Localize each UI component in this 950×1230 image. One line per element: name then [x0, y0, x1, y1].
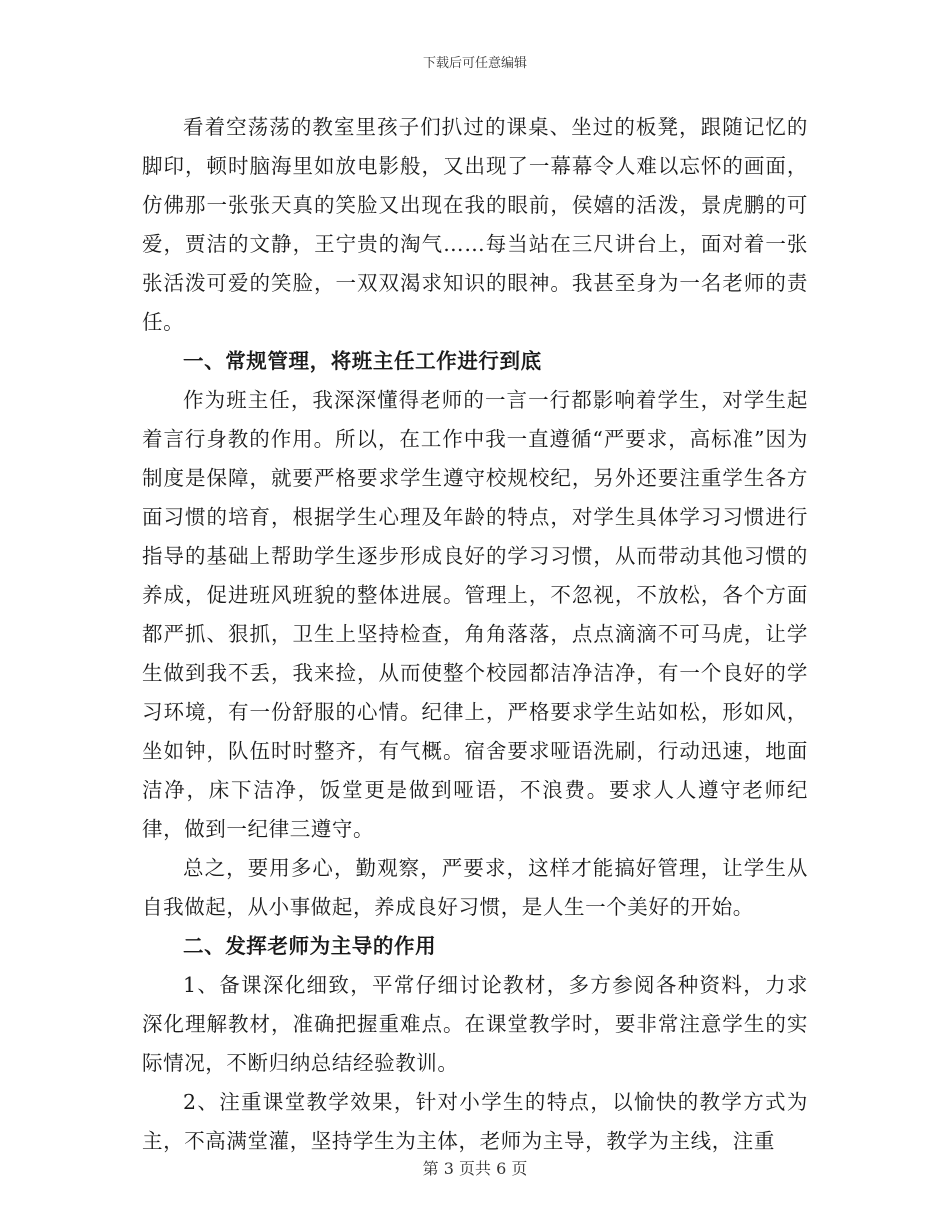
- paragraph-intro: 看着空荡荡的教室里孩子们扒过的课桌、坐过的板凳，跟随记忆的脚印，顿时脑海里如放电影般，又出现了一幕幕令人难以忘怀的画面，仿佛那一张张天真的笑脸又出现在我的眼前，侯嬉的活泼，景虎鹏的可爱，贾洁的文静，王宁贵的淘气……每当站在三尺讲台上，面对着一张张活泼可爱的笑脸，一双双渴求知识的眼神。我甚至身为一名老师的责任。: [142, 115, 808, 334]
- paragraph-summary: 总之，要用多心，勤观察，严要求，这样才能搞好管理，让学生从自我做起，从小事做起，养成良好习惯，是人生一个美好的开始。: [142, 856, 808, 919]
- paragraph-routine-management: 作为班主任，我深深懂得老师的一言一行都影响着学生，对学生起着言行身教的作用。所以，在工作中我一直遵循“严要求，高标准”因为制度是保障，就要严格要求学生遵守校规校纪，另外还要注重学生各方面习惯的培育，根据学生心理及年龄的特点，对学生具体学习习惯进行指导的基础上帮助学生逐步形成良好的学习习惯，从而带动其他习惯的养成，促进班风班貌的整体进展。管理上，不忽视，不放松，各个方面都严抓、狠抓，卫生上坚持检查，角角落落，点点滴滴不可马虎，让学生做到我不丢，我来捡，从而使整个校园都洁净洁净，有一个良好的学习环境，有一份舒服的心情。纪律上，严格要求学生站如松，形如风，坐如钟，队伍时时整齐，有气概。宿舍要求哑语洗刷，行动迅速，地面洁净，床下洁净，饭堂更是做到哑语，不浪费。要求人人遵守老师纪律，做到一纪律三遵守。: [142, 388, 808, 841]
- document-body: [142, 108, 808, 1161]
- section-heading-routine-management: 一、常规管理，将班主任工作进行到底: [183, 349, 542, 373]
- section-heading-teacher-role: 二、发挥老师为主导的作用: [183, 934, 437, 958]
- paragraph-lesson-prep: 1、备课深化细致，平常仔细讨论教材，多方参阅各种资料，力求深化理解教材，准确把握重难点。在课堂教学时，要非常注意学生的实际情况，不断归纳总结经验教训。: [142, 973, 808, 1075]
- page-footer: 第 3 页共 6 页: [422, 1159, 528, 1178]
- page-header: 下载后可任意编辑: [422, 56, 527, 71]
- paragraph-classroom-effect: 2、注重课堂教学效果，针对小学生的特点，以愉快的教学方式为主，不高满堂灌，坚持学生为主体，老师为主导，教学为主线，注重: [142, 1090, 808, 1153]
